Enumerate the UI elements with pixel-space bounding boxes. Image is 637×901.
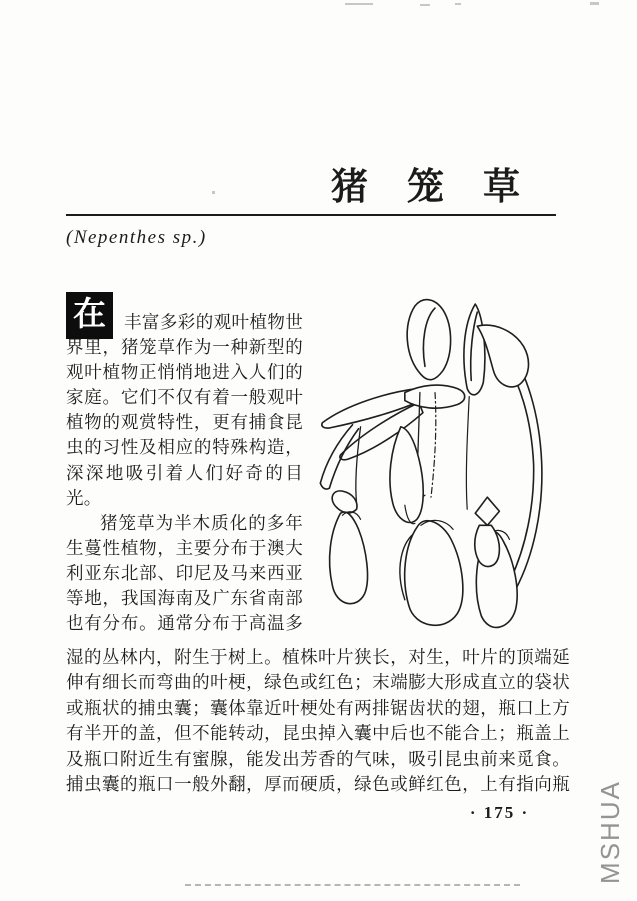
- latin-name: (Nepenthes sp.): [66, 227, 207, 248]
- text-line: 伸有细长而弯曲的叶梗，绿色或红色；末端膨大形成直立的袋状: [66, 672, 570, 693]
- drop-cap: 在: [66, 292, 113, 339]
- text-line: 植物的观赏特性，更有捕食昆: [66, 412, 303, 433]
- text-line: 观叶植物正悄悄地进入人们的: [66, 362, 303, 383]
- scan-artifact-line: [185, 884, 520, 886]
- page-title: 猪笼草: [331, 167, 559, 208]
- scan-speck: [455, 3, 461, 5]
- text-line: 深深地吸引着人们好奇的目: [66, 462, 303, 483]
- scan-speck: [590, 2, 599, 5]
- text-column-narrow: [66, 310, 303, 636]
- title-rule: [66, 214, 556, 216]
- text-line: 猪笼草为半木质化的多年: [100, 512, 303, 533]
- text-line: 或瓶状的捕虫囊；囊体靠近叶梗处有两排锯齿状的翅，瓶口上方: [66, 697, 570, 718]
- scan-speck: [212, 191, 215, 194]
- pitcher-plant-illustration: [316, 296, 548, 638]
- watermark: MSHUA: [595, 780, 625, 884]
- text-line: 界里，猪笼草作为一种新型的: [66, 337, 303, 358]
- text-line: 生蔓性植物，主要分布于澳大: [66, 537, 303, 558]
- text-column-wide: [66, 645, 570, 797]
- text-line: 湿的丛林内，附生于树上。植株叶片狭长，对生，叶片的顶端延: [66, 647, 570, 667]
- text-line: 虫的习性及相应的特殊构造，: [66, 437, 303, 458]
- text-line: 家庭。它们不仅有着一般观叶: [66, 387, 303, 408]
- text-line: 利亚东北部、印尼及马来西亚: [66, 562, 303, 583]
- text-line: 也有分布。通常分布于高温多: [66, 613, 303, 634]
- scan-speck: [420, 4, 430, 6]
- text-line: 等地，我国海南及广东省南部: [66, 588, 303, 609]
- text-line: 及瓶口附近生有蜜腺，能发出芳香的气味，吸引昆虫前来觅食。: [66, 748, 570, 769]
- page-number: · 175 ·: [469, 803, 530, 822]
- text-line: 丰富多彩的观叶植物世: [124, 312, 303, 332]
- text-line: 捕虫囊的瓶口一般外翻，厚而硬质，绿色或鲜红色，上有指向瓶: [66, 773, 570, 794]
- text-line: 有半开的盖，但不能转动，昆虫掉入囊中后也不能合上；瓶盖上: [66, 723, 570, 744]
- scan-speck: [345, 3, 373, 5]
- text-line: 光。: [66, 487, 102, 508]
